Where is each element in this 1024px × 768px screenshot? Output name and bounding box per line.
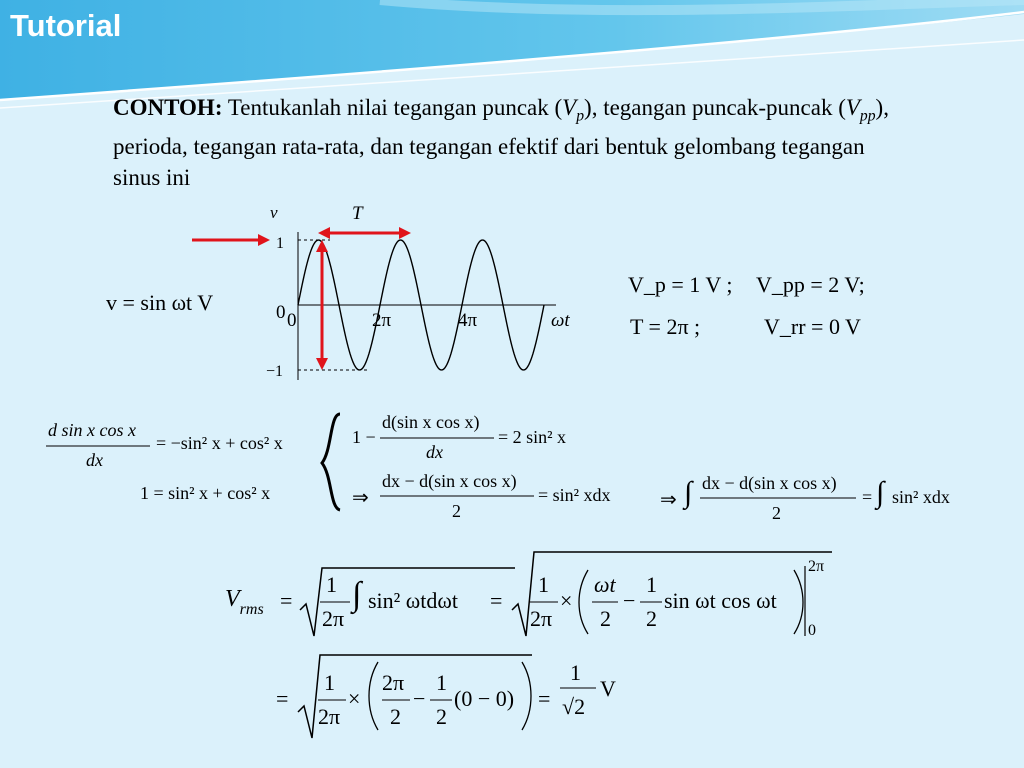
origin-label-1: 0 bbox=[276, 302, 286, 323]
brace bbox=[322, 414, 340, 510]
rms3-den: 2π bbox=[318, 704, 341, 729]
rms1-den: 2π bbox=[322, 606, 345, 631]
integral-sign-2: ∫ bbox=[876, 476, 885, 509]
problem-text-2: ), tegangan puncak-puncak ( bbox=[584, 95, 846, 120]
line2-num1: 2π bbox=[382, 670, 405, 695]
rms-equals-1: = bbox=[280, 588, 293, 613]
int-denominator: 2 bbox=[772, 503, 781, 523]
result-unit: V bbox=[600, 676, 616, 701]
times-2: × bbox=[348, 686, 361, 711]
y-tick-top: 1 bbox=[276, 235, 284, 252]
pp-arrowhead-top bbox=[316, 240, 328, 252]
rms-lhs: $V_{rms}$ bbox=[225, 586, 264, 618]
rms1-num: 1 bbox=[326, 572, 337, 597]
rhs1-prefix: 1 − bbox=[352, 427, 376, 447]
period-label: T bbox=[352, 203, 363, 224]
lhs1-rhs: = −sin² x + cos² x bbox=[156, 433, 283, 453]
paren-left-2 bbox=[369, 662, 378, 730]
rms-lines bbox=[0, 545, 900, 745]
paren-right-1 bbox=[794, 570, 803, 634]
inner-den2: 2 bbox=[646, 606, 657, 631]
line2-tail: (0 − 0) bbox=[454, 686, 515, 711]
inner-tail: sin ωt cos ωt bbox=[664, 588, 777, 613]
y-tick-bottom: −1 bbox=[266, 363, 284, 380]
rhs2-suffix: = sin² xdx bbox=[538, 485, 611, 505]
period-arrowhead-left bbox=[318, 227, 330, 239]
rms3-num: 1 bbox=[324, 670, 335, 695]
vp-sub: p bbox=[576, 107, 585, 125]
rhs2-numerator: dx − d(sin x cos x) bbox=[382, 471, 517, 491]
line2-den1: 2 bbox=[390, 704, 401, 729]
rms-equals-4: = bbox=[538, 686, 551, 711]
result-vrr: V_rr = 0 V bbox=[764, 314, 861, 339]
upper-limit: 2π bbox=[808, 558, 825, 575]
line2-num2: 1 bbox=[436, 670, 447, 695]
lhs1-numerator: d sin x cos x bbox=[48, 420, 136, 440]
problem-statement bbox=[113, 92, 913, 193]
x-tick-2pi: 2π bbox=[372, 310, 392, 331]
vpp-sub: pp bbox=[859, 107, 876, 125]
pp-arrowhead-bottom bbox=[316, 358, 328, 370]
paren-right-2 bbox=[522, 662, 531, 730]
inner-num2: 1 bbox=[646, 572, 657, 597]
minus-1: − bbox=[623, 588, 636, 613]
rhs1-numerator: d(sin x cos x) bbox=[382, 412, 480, 432]
paren-left-1 bbox=[579, 570, 588, 634]
problem-text-3: ), perioda, tegangan rata-rata, dan tegangan efektif dari bentuk gelombang tegangan sinus ini bbox=[113, 95, 889, 191]
rhs2-denominator: 2 bbox=[452, 501, 461, 521]
lhs1-denominator: dx bbox=[86, 450, 103, 470]
sine-wave-graph bbox=[0, 195, 600, 395]
rms2-den: 2π bbox=[530, 606, 553, 631]
minus-2: − bbox=[413, 686, 426, 711]
x-tick-4pi: 4π bbox=[458, 310, 478, 331]
y-axis-label: v bbox=[270, 203, 278, 222]
rms-integrand: sin² ωtdωt bbox=[368, 588, 458, 613]
result-vpp: V_pp = 2 V; bbox=[756, 272, 865, 297]
integral-sign-1: ∫ bbox=[684, 476, 693, 509]
line2-den2: 2 bbox=[436, 704, 447, 729]
signal-equation: v = sin ωt V bbox=[106, 290, 214, 315]
int-numerator: dx − d(sin x cos x) bbox=[702, 473, 837, 493]
problem-label: CONTOH: bbox=[113, 95, 223, 120]
times-1: × bbox=[560, 588, 573, 613]
result-vp: V_p = 1 V ; bbox=[628, 272, 733, 297]
origin-label-2: 0 bbox=[287, 310, 297, 331]
problem-text-1: Tentukanlah nilai tegangan puncak ( bbox=[227, 95, 563, 120]
result-den: √2 bbox=[562, 694, 586, 719]
rhs2-implies: ⇒ bbox=[352, 487, 369, 509]
rms-equals-2: = bbox=[490, 588, 503, 613]
inner-num1: ωt bbox=[594, 572, 616, 597]
int-suffix: sin² xdx bbox=[892, 487, 950, 507]
lower-limit: 0 bbox=[808, 622, 816, 639]
rms2-num: 1 bbox=[538, 572, 549, 597]
pointer-arrowhead bbox=[258, 234, 270, 246]
int-equals: = bbox=[862, 487, 873, 507]
x-axis-label: ωt bbox=[551, 310, 570, 331]
result-period: T = 2π ; bbox=[630, 314, 701, 339]
rhs1-suffix: = 2 sin² x bbox=[498, 427, 567, 447]
rms-equals-3: = bbox=[276, 686, 289, 711]
inner-den1: 2 bbox=[600, 606, 611, 631]
vp-var: V bbox=[562, 95, 577, 120]
vpp-var: V bbox=[845, 95, 860, 120]
integral-sign-3: ∫ bbox=[352, 576, 362, 613]
int-implies: ⇒ bbox=[660, 489, 677, 511]
lhs2: 1 = sin² x + cos² x bbox=[140, 483, 271, 503]
slide-title: Tutorial bbox=[10, 8, 122, 43]
rhs1-denominator: dx bbox=[426, 442, 443, 462]
result-num: 1 bbox=[570, 660, 581, 685]
period-arrowhead-right bbox=[399, 227, 411, 239]
